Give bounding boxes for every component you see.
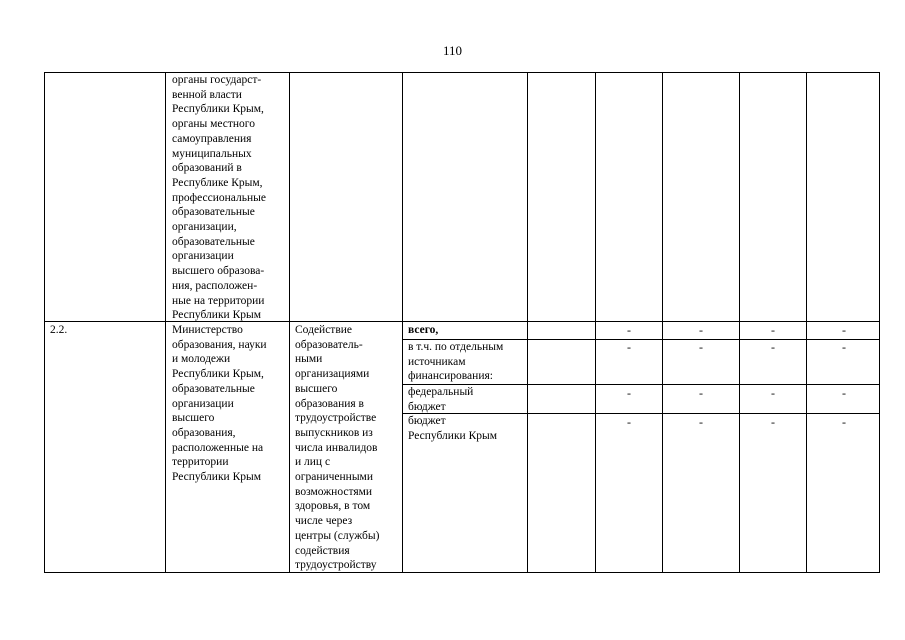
column-divider	[806, 72, 807, 572]
value-dash: -	[842, 323, 846, 337]
value-dash: -	[627, 340, 631, 354]
funding-breakdown-label: в т.ч. по отдельным источникам финансирования:	[408, 341, 504, 383]
page-number: 110	[442, 43, 463, 58]
column-divider	[739, 72, 740, 572]
column-divider	[527, 72, 528, 572]
value-dash: -	[771, 340, 775, 354]
column-divider	[289, 72, 290, 572]
row-number-cell: 2.2.	[50, 324, 68, 336]
table-border-left	[44, 72, 45, 572]
top-executors-cell: органы государст- венной власти Республики Крым, органы местного самоуправления муниципальных образований в Республике Крым, профессиональные образовательные организации, образовательные организации высшего образова- ния, расположен- ные на территории Республики Крым	[172, 74, 266, 322]
row-divider	[44, 321, 880, 322]
value-dash: -	[627, 386, 631, 400]
funding-federal-label: федеральный бюджет	[408, 386, 474, 413]
funding-regional-label: бюджет Республики Крым	[408, 415, 497, 442]
value-dash: -	[842, 340, 846, 354]
table-border-top	[44, 72, 880, 73]
value-dash: -	[627, 323, 631, 337]
value-dash: -	[699, 415, 703, 429]
table-border-right	[879, 72, 880, 572]
value-dash: -	[771, 323, 775, 337]
row-measure-cell: Содействие образователь- ными организациями высшего образования в трудоустройстве выпускников из числа инвалидов и лиц с ограниченными возможностями здоровья, в том числе через центры (службы) содействия трудоустройству	[295, 324, 380, 572]
column-divider	[662, 72, 663, 572]
value-dash: -	[699, 340, 703, 354]
row-executors-cell: Министерство образования, науки и молодежи Республики Крым, образовательные организации высшего образования, расположенные на территории Республики Крым	[172, 324, 267, 484]
column-divider	[165, 72, 166, 572]
funding-total-label: всего,	[408, 324, 439, 336]
value-dash: -	[842, 415, 846, 429]
column-divider	[402, 72, 403, 572]
value-dash: -	[771, 386, 775, 400]
value-dash: -	[699, 323, 703, 337]
value-dash: -	[771, 415, 775, 429]
table-border-bottom	[44, 572, 880, 573]
value-dash: -	[699, 386, 703, 400]
value-dash: -	[627, 415, 631, 429]
column-divider	[595, 72, 596, 572]
value-dash: -	[842, 386, 846, 400]
